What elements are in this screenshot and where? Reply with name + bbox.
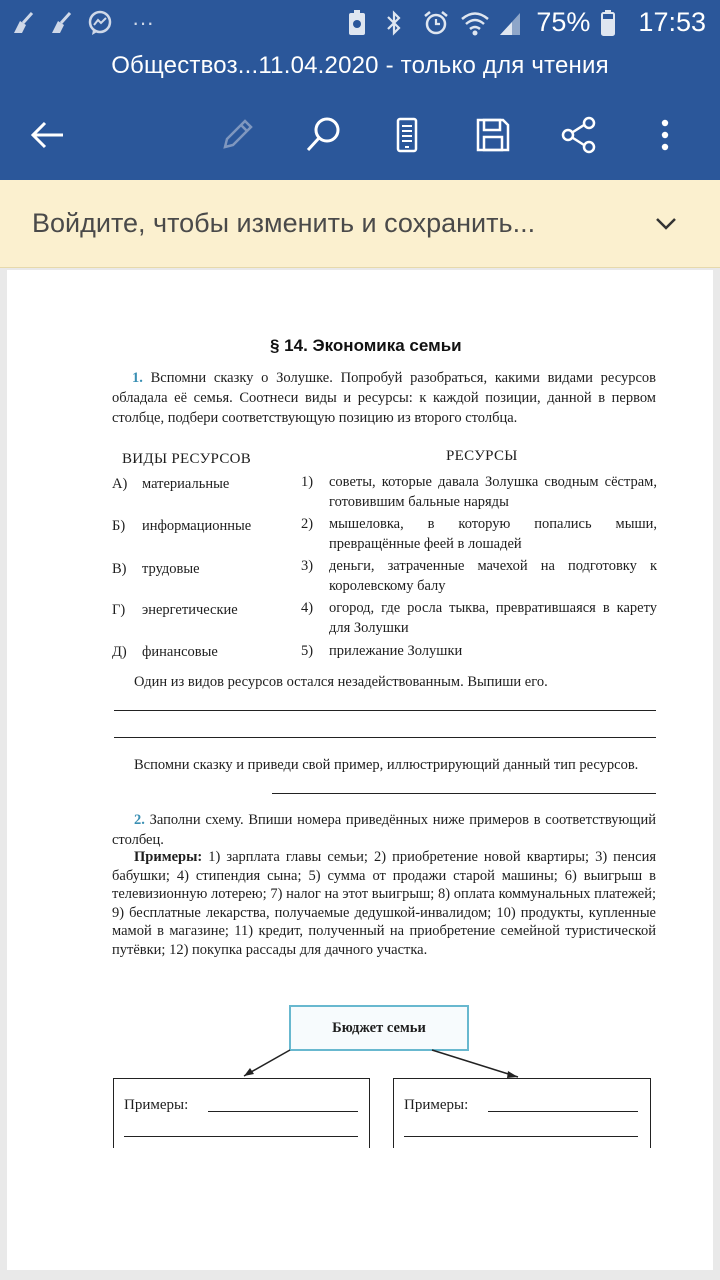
- document-title: Обществоз...11.04.2020 - только для чтения: [111, 52, 609, 79]
- resource-row: 4) огород, где росла тыква, превратившаяся в карету для Золушки: [301, 600, 657, 636]
- section-heading: § 14. Экономика семьи: [270, 336, 462, 355]
- sign-in-banner-text: Войдите, чтобы изменить и сохранить...: [32, 208, 536, 238]
- task2-body: Заполни схему. Впиши номера приведённых ниже примеров в соответствующий столбец.: [112, 812, 656, 848]
- clock: 17:53: [638, 7, 706, 37]
- resource-row: 1) советы, которые давала Золушка сводным сёстрам, готовившим бальные наряды: [301, 474, 657, 510]
- types-column-header: ВИДЫ РЕСУРСОВ: [122, 451, 252, 467]
- task2-number: 2.: [134, 812, 145, 828]
- resource-row: 5) прилежание Золушки: [301, 643, 463, 659]
- type-row: Д) финансовые: [112, 644, 218, 660]
- more-notifications-icon: ···: [132, 10, 154, 35]
- resource-row: 2) мышеловка, в которую попались мыши, превращённые феей в лошадей: [301, 516, 657, 552]
- examples-label: Примеры:: [134, 849, 203, 865]
- task1-body: Вспомни сказку о Золушке. Попробуй разобраться, какими видами ресурсов обладала её семья. Соотнеси виды и ресурсы: к каждой позиции, данной в первом столбце, подбери соответствующую позицию из второго столбца.: [112, 370, 657, 426]
- right-examples-box: [393, 1078, 651, 1148]
- budget-box: Бюджет семьи: [289, 1005, 469, 1051]
- type-row: В) трудовые: [112, 561, 200, 577]
- answer-line: [488, 1111, 638, 1112]
- unused-resource-text: Один из видов ресурсов остался незадействованным. Выпиши его.: [134, 674, 548, 690]
- task1-number: 1.: [132, 370, 143, 386]
- type-row: Б) информационные: [112, 518, 252, 534]
- answer-line: [124, 1136, 358, 1137]
- type-row: А) материальные: [112, 476, 230, 492]
- left-examples-label: Примеры:: [124, 1097, 189, 1113]
- answer-line: [208, 1111, 358, 1112]
- right-examples-label: Примеры:: [404, 1097, 469, 1113]
- left-examples-box: [113, 1078, 370, 1148]
- battery-percent: 75%: [536, 7, 591, 37]
- examples-body: 1) зарплата главы семьи; 2) приобретение новой квартиры; 3) пенсия бабушки; 4) стипендия сына; 5) сумма от продажи старой машины; 6) выигрыш в телевизионную лотерею; 7) налог на этот выигрыш; 8) оплата коммунальных платежей; 9) бесплатные лекарства, получаемые дедушкой-инвалидом; 10) продукты, купленные мамой в магазине; 11) кредит, полученный на приобретение семейной туристической путёвки; 12) покупка рассады для дачного участка.: [112, 849, 656, 958]
- type-row: Г) энергетические: [112, 602, 238, 618]
- remember-text: Вспомни сказку и приведи свой пример, иллюстрирующий данный тип ресурсов.: [134, 757, 639, 773]
- resources-column-header: РЕСУРСЫ: [446, 448, 518, 464]
- answer-line: [404, 1136, 638, 1137]
- resource-row: 3) деньги, затраченные мачехой на подготовку к королевскому балу: [301, 558, 657, 594]
